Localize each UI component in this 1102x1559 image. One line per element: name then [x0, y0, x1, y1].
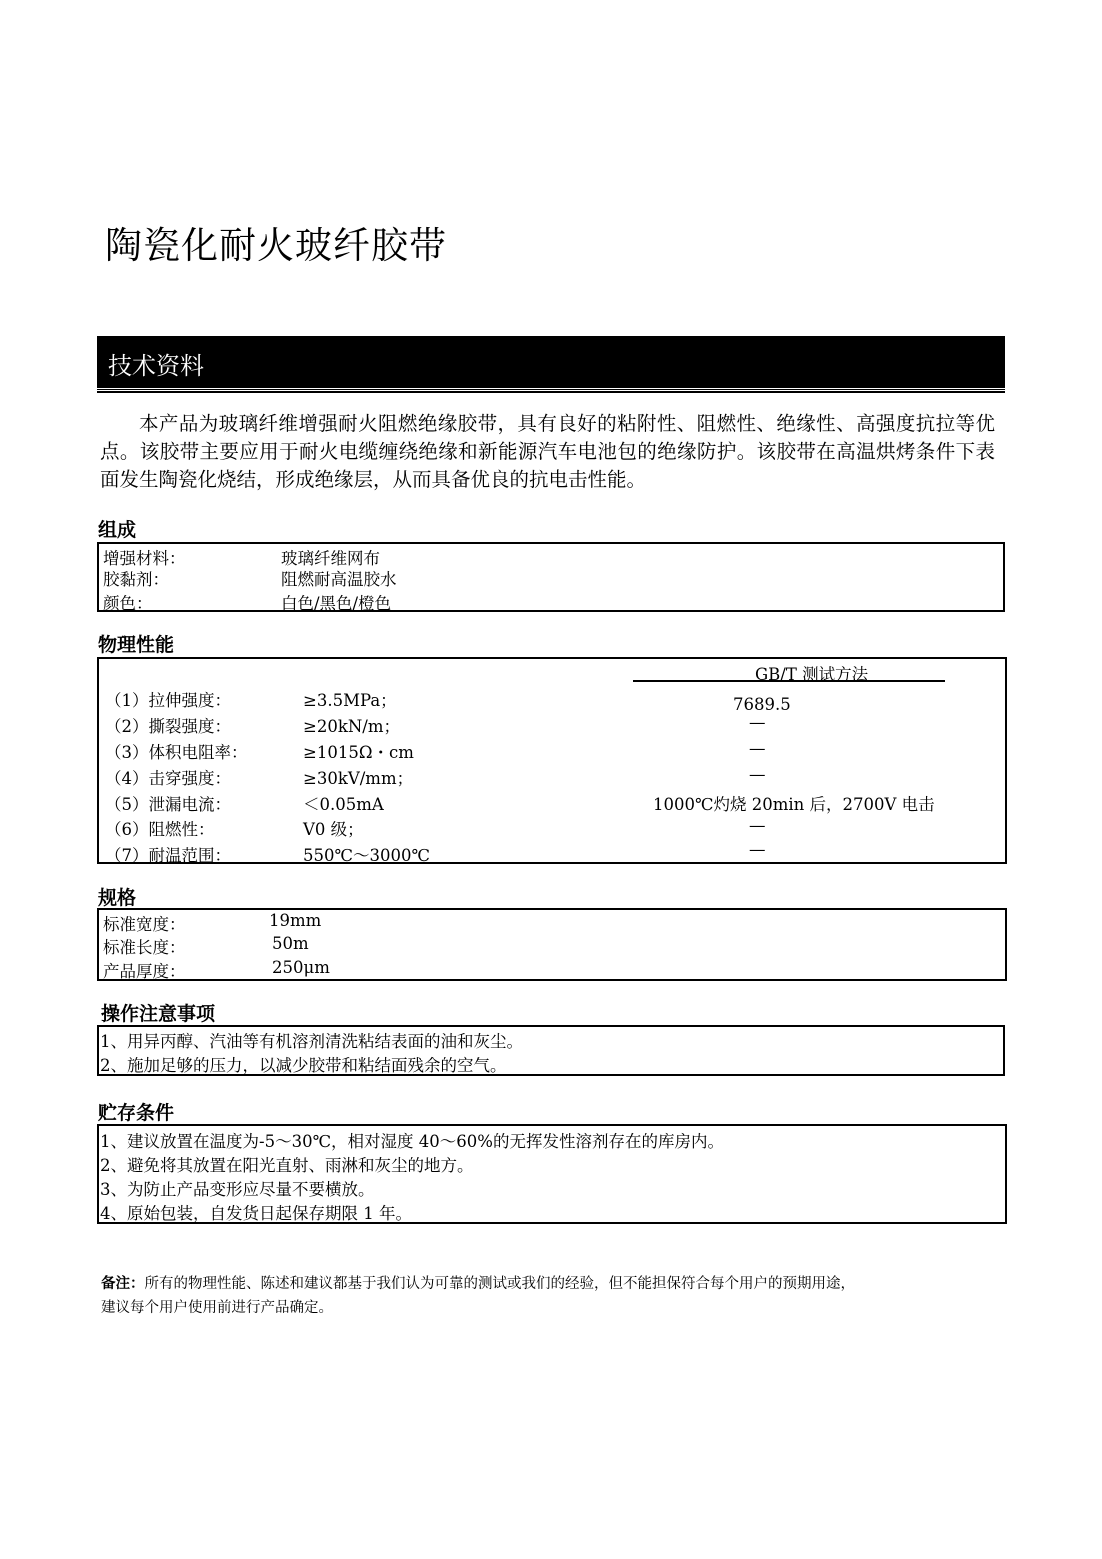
section-banner [97, 336, 1005, 391]
property-value: 550℃～3000℃ [303, 846, 430, 865]
composition-value: 阻燃耐高温胶水 [281, 570, 397, 589]
property-method: — [749, 765, 766, 784]
property-value: ＜0.05mA [303, 795, 384, 814]
property-value: ≥30kV/mm； [303, 769, 414, 788]
operation-item: 2、施加足够的压力，以减少胶带和粘结面残余的空气。 [100, 1056, 507, 1075]
property-method: — [749, 739, 766, 758]
spec-label: 标准宽度： [103, 915, 186, 934]
physical-heading: 物理性能 [98, 634, 175, 656]
property-label: （4）击穿强度： [105, 769, 231, 788]
property-label: （5）泄漏电流： [105, 795, 231, 814]
property-value: ≥1015Ω・cm [303, 743, 414, 762]
property-label: （3）体积电阻率： [105, 743, 248, 762]
footnote-line2: 建议每个用户使用前进行产品确定。 [101, 1300, 333, 1316]
composition-value: 白色/黑色/橙色 [281, 594, 392, 613]
spec-value: 250μm [272, 958, 330, 977]
specs-box [97, 908, 1007, 981]
property-label: （6）阻燃性： [105, 820, 215, 839]
property-label: （2）撕裂强度： [105, 717, 231, 736]
specs-heading: 规格 [98, 887, 137, 909]
banner-label: 技术资料 [108, 352, 204, 380]
operation-box [97, 1025, 1005, 1076]
property-method: — [749, 816, 766, 835]
storage-box [97, 1124, 1007, 1224]
spec-label: 产品厚度： [103, 962, 186, 981]
spec-value: 19mm [269, 911, 322, 930]
property-value: ≥3.5MPa； [303, 691, 397, 710]
storage-item: 2、避免将其放置在阳光直射、雨淋和灰尘的地方。 [100, 1156, 474, 1175]
property-value: V0 级； [303, 820, 364, 839]
property-label: （7）耐温范围： [105, 846, 231, 865]
spec-value: 50m [272, 934, 309, 953]
intro-paragraph: 本产品为玻璃纤维增强耐火阻燃绝缘胶带，具有良好的粘附性、阻燃性、绝缘性、高强度抗拉等优点。该胶带主要应用于耐火电缆缠绕绝缘和新能源汽车电池包的绝缘防护。该胶带在高温烘烤条件下表面发生陶瓷化烧结，形成绝缘层，从而具备优良的抗电击性能。 [100, 412, 995, 491]
operation-item: 1、用异丙醇、汽油等有机溶剂清洗粘结表面的油和灰尘。 [100, 1032, 523, 1051]
composition-label: 胶黏剂： [103, 570, 169, 589]
property-value: ≥20kN/m； [303, 717, 400, 736]
page-title: 陶瓷化耐火玻纤胶带 [105, 224, 447, 267]
composition-label: 颜色： [103, 594, 153, 613]
physical-box [97, 657, 1007, 864]
spec-label: 标准长度： [103, 938, 186, 957]
composition-value: 玻璃纤维网布 [281, 549, 380, 568]
property-method: 1000℃灼烧 20min 后，2700V 电击 [653, 795, 935, 814]
method-header-underline [633, 680, 945, 682]
footnote-line1: 所有的物理性能、陈述和建议都基于我们认为可靠的测试或我们的经验，但不能担保符合每个用户的预期用途， [144, 1276, 855, 1292]
composition-label: 增强材料： [103, 549, 186, 568]
storage-heading: 贮存条件 [98, 1102, 175, 1124]
property-method: — [749, 713, 766, 732]
storage-item: 3、为防止产品变形应尽量不要横放。 [100, 1180, 375, 1199]
property-method: — [749, 840, 766, 859]
composition-box [97, 542, 1005, 612]
footnote-label: 备注： [101, 1275, 145, 1292]
composition-heading: 组成 [98, 519, 137, 541]
storage-item: 1、建议放置在温度为-5～30℃，相对湿度 40～60%的无挥发性溶剂存在的库房内。 [100, 1132, 724, 1151]
footnote [101, 1272, 855, 1320]
operation-heading: 操作注意事项 [101, 1003, 216, 1025]
property-method: 7689.5 [733, 695, 791, 714]
method-header: GB/T 测试方法 [755, 665, 869, 684]
property-label: （1）拉伸强度： [105, 691, 231, 710]
storage-item: 4、原始包装，自发货日起保存期限 1 年。 [100, 1204, 412, 1223]
